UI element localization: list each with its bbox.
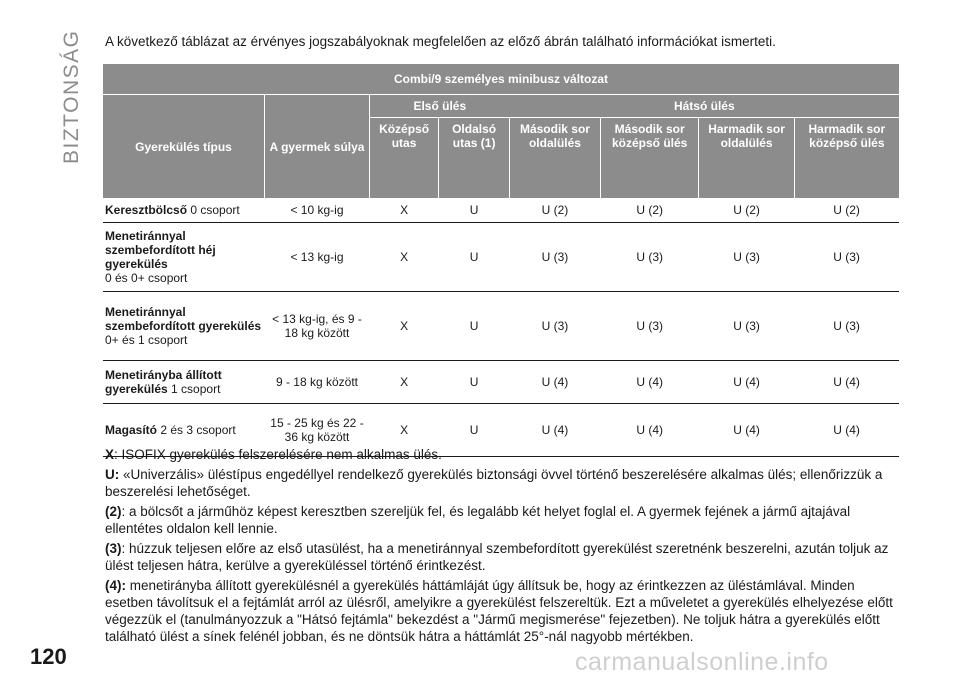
seat-type-name: Magasító: [105, 423, 158, 437]
cell-value: U (3): [600, 223, 699, 292]
cell-value: U (4): [699, 361, 794, 404]
note-text: : a bölcsőt a járműhöz képest keresztben szereljük fel, és legalább két helyet foglal el. A gyermek fejének a jármű ajtajával ellentétes oldalon kell lennie.: [105, 504, 851, 536]
cell-value: U (4): [699, 404, 794, 457]
row-seat-type: [103, 198, 265, 223]
cell-value: U (2): [794, 198, 899, 223]
cell-value: X: [370, 198, 439, 223]
header-rear-seat: Hátsó ülés: [510, 95, 899, 118]
intro-text: A következő táblázat az érvényes jogszabályoknak megfelelően az előző ábrán található információkat ismerteti.: [105, 34, 776, 49]
header-seat: Középső utas: [370, 118, 439, 199]
cell-value: X: [370, 223, 439, 292]
table-row: [103, 223, 899, 292]
note-key: (2): [105, 504, 122, 519]
row-seat-type: [103, 361, 265, 404]
seat-type-name: Menetiránnyal szembefordított héj gyerekülés: [105, 229, 216, 271]
seat-type-group: 0 csoport: [187, 203, 240, 217]
cell-value: U (2): [600, 198, 699, 223]
section-title: BIZTONSÁG: [60, 29, 83, 164]
note: [105, 503, 901, 537]
cell-value: U (4): [600, 361, 699, 404]
header-seat: Második sor oldalülés: [510, 118, 601, 199]
cell-value: U (3): [794, 223, 899, 292]
note: [105, 466, 901, 500]
table-row: [103, 361, 899, 404]
table-title: Combi/9 személyes minibusz változat: [103, 64, 899, 95]
seat-type-group: 0+ és 1 csoport: [105, 333, 188, 347]
cell-value: U (2): [510, 198, 601, 223]
cell-value: U: [439, 361, 510, 404]
legend-notes: [105, 446, 901, 648]
cell-value: U (4): [600, 404, 699, 457]
cell-value: U: [439, 198, 510, 223]
note-text: menetirányba állított gyerekülésnél a gyerekülés háttámláját úgy állítsuk be, hogy az érintkezzen az üléstámlával. Minden esetben távolítsuk el a fejtámlát arról az ülésről, amelyikre a gyerekülést felszereltük. Ezt a műveletet a gyerekülés elhelyezése előtt végezzük el (tanulmányozzuk a "Hátsó fejtámla" bekezdést a "Jármű megismerése" fejezetben). Ne toljuk hátra a gyerekülés előtt található ülést a sínek felénél jobban, és ne döntsük hátra a háttámlát 25°-nál nagyobb mértékben.: [105, 578, 893, 644]
cell-value: X: [370, 361, 439, 404]
page-number: 120: [30, 644, 67, 669]
row-seat-type: [103, 292, 265, 361]
row-weight: < 10 kg-ig: [265, 198, 370, 223]
table-row: [103, 198, 899, 223]
note-text: : ISOFIX gyerekülés felszerelésére nem alkalmas ülés.: [114, 447, 442, 462]
note: [105, 540, 901, 574]
cell-value: U (3): [600, 292, 699, 361]
cell-value: U: [439, 292, 510, 361]
cell-value: X: [370, 404, 439, 457]
note-text: «Univerzális» üléstípus engedéllyel rendelkező gyerekülés biztonsági övvel történő beszerelésére alkalmas ülés; ellenőrizzük a beszerelési lehetőséget.: [105, 467, 883, 499]
row-weight: 15 - 25 kg és 22 - 36 kg között: [265, 404, 370, 457]
note: [105, 446, 901, 463]
note-key: U:: [105, 467, 120, 482]
header-child-weight: A gyermek súlya: [265, 95, 370, 199]
note-key: (3): [105, 541, 122, 556]
note: [105, 577, 901, 645]
cell-value: U (3): [510, 292, 601, 361]
note-text: : húzzuk teljesen előre az első utasülést, ha a menetiránnyal szembefordított gyerekülést szeretnénk beszerelni, azután toljuk az ülést teljesen hátra, kerülve a gyereküléssel történő érintkezést.: [105, 541, 889, 573]
child-seat-table: [103, 64, 899, 457]
seat-type-name: Keresztbölcső: [105, 203, 188, 217]
cell-value: U (4): [510, 404, 601, 457]
row-weight: < 13 kg-ig, és 9 - 18 kg között: [265, 292, 370, 361]
cell-value: U (3): [510, 223, 601, 292]
cell-value: X: [370, 292, 439, 361]
cell-value: U (3): [699, 223, 794, 292]
seat-type-name: Menetirányba állított gyerekülés: [105, 368, 222, 396]
note-key: (4):: [105, 578, 126, 593]
seat-type-name: Menetiránnyal szembefordított gyerekülés: [105, 305, 262, 333]
note-key: X: [105, 447, 115, 462]
seat-type-group: 0 és 0+ csoport: [105, 271, 188, 285]
header-seat: Harmadik sor oldalülés: [699, 118, 794, 199]
cell-value: U (2): [699, 198, 794, 223]
row-seat-type: [103, 223, 265, 292]
row-weight: 9 - 18 kg között: [265, 361, 370, 404]
cell-value: U (4): [510, 361, 601, 404]
watermark: carmanualsonline.info: [575, 648, 829, 676]
header-seat: Második sor középső ülés: [600, 118, 699, 199]
header-front-seat: Első ülés: [370, 95, 510, 118]
cell-value: U: [439, 404, 510, 457]
section-side-tab: [52, 28, 82, 164]
seat-type-group: 1 csoport: [167, 382, 221, 396]
cell-value: U (3): [699, 292, 794, 361]
cell-value: U (4): [794, 404, 899, 457]
header-seat: Harmadik sor középső ülés: [794, 118, 899, 199]
cell-value: U (3): [794, 292, 899, 361]
row-weight: < 13 kg-ig: [265, 223, 370, 292]
header-seat-type: Gyerekülés típus: [103, 95, 265, 199]
header-seat: Oldalsó utas (1): [439, 118, 510, 199]
cell-value: U: [439, 223, 510, 292]
table-row: [103, 292, 899, 361]
seat-type-group: 2 és 3 csoport: [157, 423, 236, 437]
cell-value: U (4): [794, 361, 899, 404]
